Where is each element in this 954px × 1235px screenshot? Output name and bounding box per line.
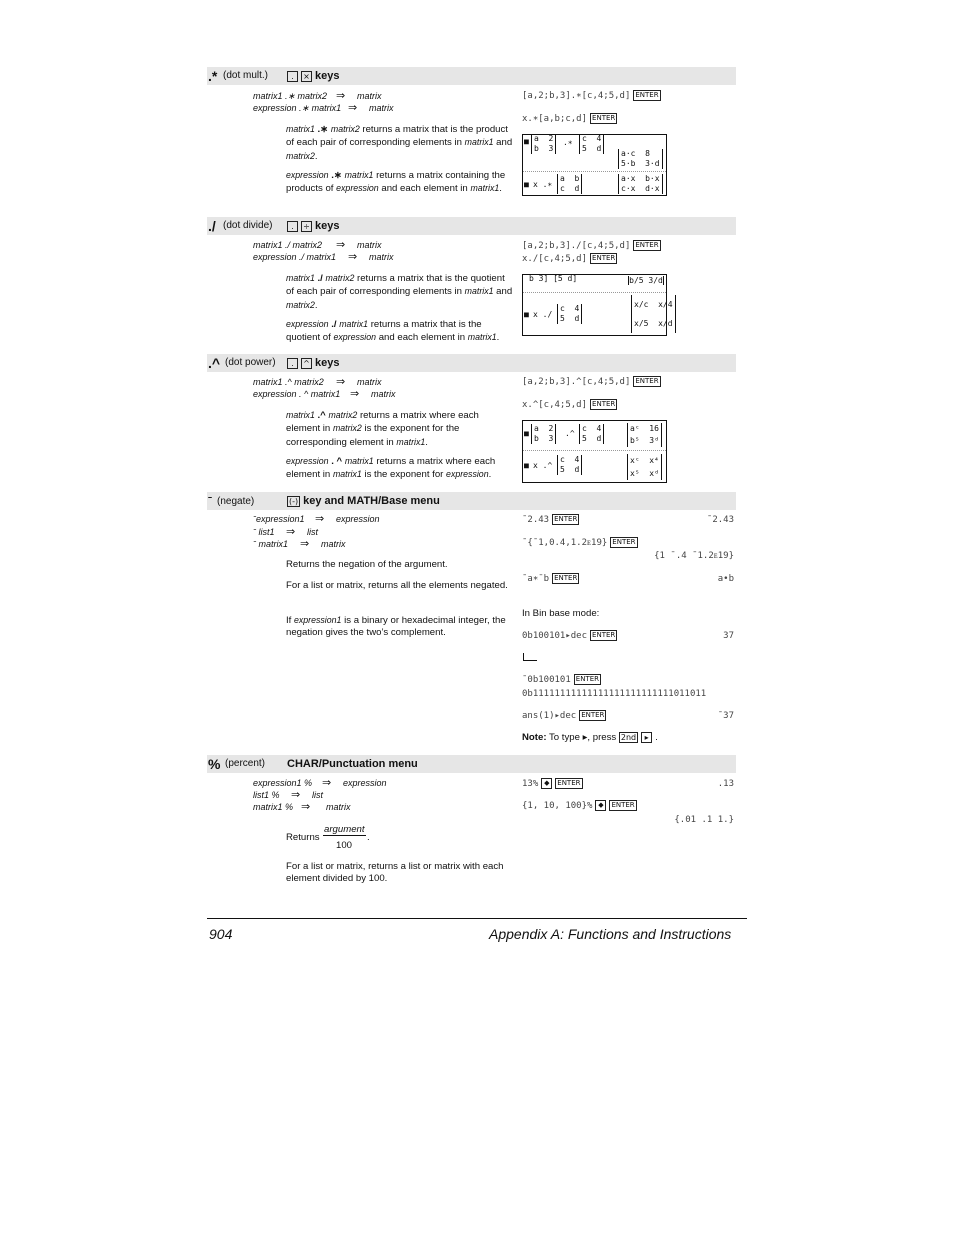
matrix bbox=[579, 424, 604, 444]
text: returns a matrix where each element in bbox=[286, 410, 479, 435]
section-paren: (dot mult.) bbox=[223, 70, 269, 81]
arg: matrix1 bbox=[286, 410, 315, 420]
key-spec bbox=[287, 218, 339, 234]
example-input bbox=[522, 537, 641, 549]
description-paragraph bbox=[286, 169, 514, 196]
result-matrix bbox=[627, 454, 662, 480]
arg: matrix1 bbox=[286, 273, 315, 283]
operator: .^ bbox=[565, 429, 575, 438]
op: .^ bbox=[314, 410, 329, 421]
result-matrix bbox=[631, 295, 676, 333]
syntax-line bbox=[253, 90, 382, 102]
section-symbol: % bbox=[208, 756, 221, 772]
matrix bbox=[579, 134, 604, 154]
example-expr: 0b100101▸dec bbox=[522, 631, 588, 641]
calculator-screen-dot-mult bbox=[522, 134, 667, 196]
syntax-result: matrix bbox=[357, 91, 382, 101]
syntax-line bbox=[253, 801, 351, 813]
syntax-result: expression bbox=[336, 514, 380, 524]
example-result: .13 bbox=[717, 779, 734, 789]
text: If bbox=[286, 615, 294, 626]
cursor-corner-icon bbox=[523, 653, 537, 661]
section-symbol: .* bbox=[208, 68, 218, 84]
example-input bbox=[522, 399, 620, 411]
syntax-line bbox=[253, 777, 387, 789]
enter-key-icon: ENTER bbox=[581, 711, 605, 719]
fraction-period: . bbox=[367, 832, 370, 843]
description-paragraph bbox=[286, 318, 514, 345]
syntax-left: expression . ^ matrix1 bbox=[253, 389, 341, 399]
syntax-left: ˉexpression1 bbox=[253, 514, 305, 524]
enter-key-icon: ENTER bbox=[554, 574, 578, 582]
enter-key-icon: ENTER bbox=[592, 400, 616, 408]
example-result: {1 ˉ.4 ˉ1.2ᴇ19} bbox=[654, 551, 734, 561]
arg: matrix2 bbox=[286, 150, 315, 161]
entry-expr: b 3] [5 d] bbox=[529, 274, 578, 283]
example-input bbox=[522, 800, 640, 812]
enter-key-icon: ENTER bbox=[554, 515, 578, 523]
enter-key-icon: ENTER bbox=[611, 801, 635, 809]
example-input bbox=[522, 674, 604, 686]
arg: expression bbox=[286, 456, 329, 466]
example-input bbox=[522, 630, 620, 642]
negate-key-icon: (-) bbox=[289, 496, 299, 506]
section-symbol: .^ bbox=[208, 355, 221, 371]
description-paragraph: Returns the negation of the argument. bbox=[286, 559, 448, 570]
matrix-row: x⁵ xᵈ bbox=[630, 469, 659, 478]
text: returns a matrix where each element in bbox=[286, 456, 496, 481]
syntax-line bbox=[253, 789, 323, 801]
syntax-left: matrix1 .∗ matrix2 bbox=[253, 91, 328, 101]
implies-arrow-icon: ⇒ bbox=[291, 789, 301, 801]
example-expr: ans(1)▸dec bbox=[522, 711, 577, 721]
section-header-dot-mult bbox=[207, 67, 736, 85]
matrix-row: x/5 x/d bbox=[634, 319, 673, 328]
example-expr: 13% bbox=[522, 779, 539, 789]
example-input bbox=[522, 376, 664, 388]
multiply-key-icon: × bbox=[301, 71, 312, 82]
text: is a binary or hexadecimal integer, the negation gives the two’s complement. bbox=[286, 615, 506, 639]
implies-arrow-icon: ⇒ bbox=[336, 239, 346, 251]
implies-arrow-icon: ⇒ bbox=[348, 102, 358, 114]
arg: expression bbox=[336, 183, 379, 194]
example-result: a•b bbox=[717, 574, 734, 584]
enter-key-icon: ENTER bbox=[635, 91, 659, 99]
example-expr: [a,2;b,3]./[c,4;5,d] bbox=[522, 241, 631, 251]
section-header-percent bbox=[207, 755, 736, 773]
implies-arrow-icon: ⇒ bbox=[348, 251, 358, 263]
syntax-result: matrix bbox=[326, 802, 351, 812]
description-paragraph bbox=[286, 123, 514, 163]
key-label: keys bbox=[315, 357, 340, 369]
syntax-result: matrix bbox=[369, 103, 394, 113]
enter-key-icon: ENTER bbox=[592, 114, 616, 122]
right-arrow-key-icon: ▸ bbox=[641, 732, 652, 743]
matrix-row: 5 d bbox=[560, 465, 580, 474]
syntax-line bbox=[253, 388, 396, 400]
result-matrix bbox=[618, 174, 663, 194]
arg: matrix1 bbox=[332, 469, 362, 480]
syntax-line bbox=[253, 376, 382, 388]
syntax-line bbox=[253, 102, 394, 114]
matrix-row: aᶜ 16 bbox=[630, 424, 659, 433]
syntax-left: ˉ matrix1 bbox=[253, 539, 289, 549]
note-text: To type ▸, press bbox=[546, 732, 619, 744]
enter-key-icon: ENTER bbox=[592, 254, 616, 262]
key-label: key and MATH/Base menu bbox=[303, 495, 440, 507]
entry-bullet-icon: ■ bbox=[524, 461, 529, 470]
implies-arrow-icon: ⇒ bbox=[315, 513, 325, 525]
arg: matrix1 bbox=[286, 124, 315, 134]
section-paren: (percent) bbox=[225, 758, 266, 769]
text: . bbox=[499, 183, 502, 195]
section-symbol: ./ bbox=[208, 218, 216, 234]
syntax-result: list bbox=[312, 790, 323, 800]
matrix bbox=[557, 174, 582, 194]
enter-key-icon: ENTER bbox=[575, 675, 600, 683]
second-key-icon: 2nd bbox=[620, 733, 637, 742]
syntax-result: matrix bbox=[369, 252, 394, 262]
arg: matrix1 bbox=[464, 137, 494, 148]
result-matrix: b/5 3/d bbox=[629, 276, 663, 285]
fraction-denominator: 100 bbox=[336, 840, 353, 851]
implies-arrow-icon: ⇒ bbox=[336, 376, 346, 388]
section-paren: (negate) bbox=[217, 496, 255, 507]
text: . bbox=[488, 469, 492, 481]
page-number: 904 bbox=[209, 926, 233, 942]
operator: .∗ bbox=[563, 138, 573, 147]
text: . bbox=[314, 299, 318, 311]
text: . bbox=[425, 436, 428, 448]
note-text: . bbox=[655, 732, 658, 744]
arg: expression bbox=[286, 319, 329, 329]
syntax-left: ˉ list1 bbox=[253, 527, 275, 537]
text: and each element in bbox=[376, 332, 468, 344]
implies-arrow-icon: ⇒ bbox=[300, 538, 310, 550]
example-result: ˉ2.43 bbox=[706, 515, 734, 525]
syntax-result: matrix bbox=[371, 389, 396, 399]
syntax-result: expression bbox=[343, 778, 387, 788]
enter-key-icon: ENTER bbox=[635, 377, 659, 385]
arg: matrix2 bbox=[330, 124, 360, 134]
arg: matrix2 bbox=[328, 410, 358, 420]
arg: matrix2 bbox=[286, 299, 315, 310]
example-expr: ˉ0b100101 bbox=[522, 675, 571, 685]
note-label: Note: bbox=[522, 732, 547, 744]
text: . bbox=[496, 332, 500, 344]
op: .∗ bbox=[328, 170, 345, 181]
history-divider bbox=[523, 171, 666, 172]
entry-bullet-icon: ■ bbox=[524, 310, 529, 319]
matrix-row: 5·b 3·d bbox=[621, 159, 660, 168]
example-expr: [a,2;b,3].∗[c,4;5,d] bbox=[522, 91, 631, 101]
key-spec bbox=[287, 355, 339, 371]
example-input bbox=[522, 113, 620, 125]
arg: matrix2 bbox=[325, 273, 355, 283]
syntax-left: expression ./ matrix1 bbox=[253, 252, 337, 262]
op: .∗ bbox=[314, 124, 331, 135]
description-paragraph: For a list or matrix, returns a list or matrix with each element divided by 100. bbox=[286, 861, 504, 885]
text: returns a matrix that is the quotient of bbox=[286, 319, 482, 344]
footer-rule bbox=[207, 918, 747, 919]
key-label: keys bbox=[315, 220, 340, 232]
example-result: {.01 .1 1.} bbox=[674, 815, 734, 825]
example-input bbox=[522, 778, 586, 790]
example-input bbox=[522, 240, 664, 252]
syntax-result: matrix bbox=[357, 377, 382, 387]
matrix-row: c d bbox=[560, 184, 580, 193]
syntax-left: expression .∗ matrix1 bbox=[253, 103, 342, 113]
diamond-key-icon: ◆ bbox=[541, 778, 552, 789]
matrix-row: c 4 bbox=[582, 134, 602, 143]
matrix-row: c 4 bbox=[560, 304, 580, 313]
matrix-row: c 4 bbox=[582, 424, 602, 433]
dot-key-icon: . bbox=[287, 221, 298, 232]
arg: matrix1 bbox=[396, 436, 426, 447]
arg: matrix1 bbox=[339, 319, 369, 329]
fraction-numerator: argument bbox=[324, 824, 365, 835]
op: ./ bbox=[328, 319, 340, 330]
matrix-row: xᶜ x⁴ bbox=[630, 456, 659, 465]
example-input bbox=[522, 573, 582, 585]
example-input bbox=[522, 514, 582, 526]
arg: matrix1 bbox=[467, 332, 497, 343]
arg: expression bbox=[286, 170, 329, 180]
key-label: keys bbox=[315, 70, 340, 82]
section-symbol: ˉ bbox=[208, 494, 212, 508]
matrix-row: a b bbox=[560, 174, 580, 183]
description-paragraph: For a list or matrix, returns all the elements negated. bbox=[286, 580, 508, 591]
text: and each element in bbox=[378, 183, 471, 195]
syntax-line bbox=[253, 538, 346, 550]
syntax-line bbox=[253, 526, 318, 538]
history-divider bbox=[523, 450, 666, 451]
syntax-line bbox=[253, 239, 382, 251]
dot-key-icon: . bbox=[287, 71, 298, 82]
example-expr: ˉa∗ˉb bbox=[522, 574, 550, 584]
text: returns a matrix that is the quotient of each pair of corresponding elements in bbox=[286, 273, 505, 298]
example-result: 0b11111111111111111111111111011011 bbox=[522, 689, 707, 699]
caret-key-icon: ^ bbox=[301, 358, 312, 369]
enter-key-icon: ENTER bbox=[592, 631, 616, 639]
matrix-row: b 3 bbox=[534, 434, 554, 443]
text: . bbox=[314, 150, 318, 162]
op: ./ bbox=[314, 273, 326, 284]
example-input bbox=[522, 253, 620, 265]
calculator-screen-dot-power bbox=[522, 420, 667, 483]
text: and bbox=[493, 286, 513, 298]
example-expr: x.^[c,4;5,d] bbox=[522, 400, 588, 410]
implies-arrow-icon: ⇒ bbox=[301, 801, 311, 813]
entry-expr: x ./ bbox=[533, 310, 553, 319]
implies-arrow-icon: ⇒ bbox=[286, 526, 296, 538]
matrix-row: x/c x/4 bbox=[634, 300, 673, 309]
arg: matrix1 bbox=[464, 286, 494, 297]
history-divider bbox=[523, 292, 666, 293]
implies-arrow-icon: ⇒ bbox=[336, 90, 346, 102]
implies-arrow-icon: ⇒ bbox=[322, 777, 332, 789]
example-input bbox=[522, 710, 609, 722]
matrix-row: a·x b·x bbox=[621, 174, 660, 183]
section-header-negate bbox=[207, 492, 736, 510]
arg: matrix2 bbox=[332, 423, 362, 434]
syntax-result: matrix bbox=[321, 539, 346, 549]
section-header-dot-power bbox=[207, 354, 736, 372]
matrix bbox=[531, 424, 556, 444]
example-expr: x.∗[a,b;c,d] bbox=[522, 114, 588, 124]
key-spec bbox=[287, 493, 440, 509]
entry-bullet-icon: ■ bbox=[524, 180, 529, 189]
op: . ^ bbox=[328, 456, 345, 467]
syntax-result: list bbox=[307, 527, 318, 537]
syntax-left: matrix1 % bbox=[253, 802, 294, 812]
example-expr: [a,2;b,3].^[c,4;5,d] bbox=[522, 377, 631, 387]
example-expr: {1, 10, 100}% bbox=[522, 801, 593, 811]
entry-bullet-icon: ■ bbox=[524, 137, 529, 146]
syntax-left: matrix1 .^ matrix2 bbox=[253, 377, 324, 387]
section-paren: (dot divide) bbox=[223, 220, 273, 231]
mode-note: In Bin base mode: bbox=[522, 608, 600, 619]
arg: matrix1 bbox=[470, 183, 500, 194]
matrix-row: a 2 bbox=[534, 134, 554, 143]
enter-key-icon: ENTER bbox=[635, 241, 659, 249]
syntax-left: matrix1 ./ matrix2 bbox=[253, 240, 323, 250]
example-expr: ˉ{ˉ1,0.4,1.2ᴇ19} bbox=[522, 538, 608, 548]
text: is the exponent for the corresponding element in bbox=[286, 423, 460, 448]
entry-bullet-icon: ■ bbox=[524, 429, 529, 438]
syntax-line bbox=[253, 251, 394, 263]
matrix-row: c·x d·x bbox=[621, 184, 660, 193]
text: and bbox=[493, 137, 513, 149]
calculator-screen-dot-divide bbox=[522, 274, 673, 336]
matrix-row: b 3 bbox=[534, 144, 554, 153]
arg: expression bbox=[446, 469, 489, 480]
matrix-row: 5 d bbox=[582, 144, 602, 153]
text: returns a matrix that is the product of each pair of corresponding elements in bbox=[286, 124, 508, 149]
key-spec: CHAR/Punctuation menu bbox=[287, 758, 418, 770]
note bbox=[522, 732, 658, 744]
matrix bbox=[531, 134, 556, 154]
arg: expression bbox=[333, 332, 377, 343]
enter-key-icon: ENTER bbox=[557, 779, 581, 787]
example-result: ˉ37 bbox=[717, 711, 734, 721]
arg: matrix1 bbox=[344, 170, 374, 180]
text: returns a matrix containing the products of bbox=[286, 170, 506, 195]
example-expr: ˉ2.43 bbox=[522, 515, 550, 525]
syntax-result: matrix bbox=[357, 240, 382, 250]
matrix bbox=[557, 455, 582, 475]
entry-expr: x .∗ bbox=[533, 180, 553, 189]
enter-key-icon: ENTER bbox=[612, 538, 636, 546]
divide-key-icon: ÷ bbox=[301, 221, 312, 232]
matrix bbox=[557, 304, 582, 324]
matrix-row: a·c 8 bbox=[621, 149, 650, 158]
arg: matrix1 bbox=[344, 456, 374, 466]
description-paragraph bbox=[286, 455, 514, 482]
diamond-key-icon: ◆ bbox=[595, 800, 606, 811]
matrix-row: c 4 bbox=[560, 455, 580, 464]
section-paren: (dot power) bbox=[225, 357, 276, 368]
section-header-dot-divide bbox=[207, 217, 736, 235]
example-expr: x./[c,4;5,d] bbox=[522, 254, 588, 264]
result-matrix bbox=[627, 423, 662, 447]
syntax-left: expression1 % bbox=[253, 778, 313, 788]
description-paragraph bbox=[286, 272, 514, 312]
description-paragraph bbox=[286, 409, 514, 449]
example-input bbox=[522, 90, 664, 102]
entry-expr: x .^ bbox=[533, 461, 553, 470]
syntax-left: list1 % bbox=[253, 790, 280, 800]
key-spec bbox=[287, 68, 339, 84]
description-paragraph bbox=[286, 614, 514, 640]
example-result: 37 bbox=[723, 631, 734, 641]
page-footer-title: Appendix A: Functions and Instructions bbox=[489, 926, 732, 942]
matrix-row: a 2 bbox=[534, 424, 554, 433]
syntax-line bbox=[253, 513, 380, 525]
result-matrix bbox=[618, 149, 663, 169]
matrix-row: 5 d bbox=[560, 314, 580, 323]
arg: expression1 bbox=[294, 615, 342, 625]
dot-key-icon: . bbox=[287, 358, 298, 369]
returns-label: Returns bbox=[286, 832, 320, 843]
matrix-row: 5 d bbox=[582, 434, 602, 443]
implies-arrow-icon: ⇒ bbox=[350, 388, 360, 400]
matrix-row: b⁵ 3ᵈ bbox=[630, 436, 659, 445]
text: is the exponent for bbox=[361, 469, 447, 481]
